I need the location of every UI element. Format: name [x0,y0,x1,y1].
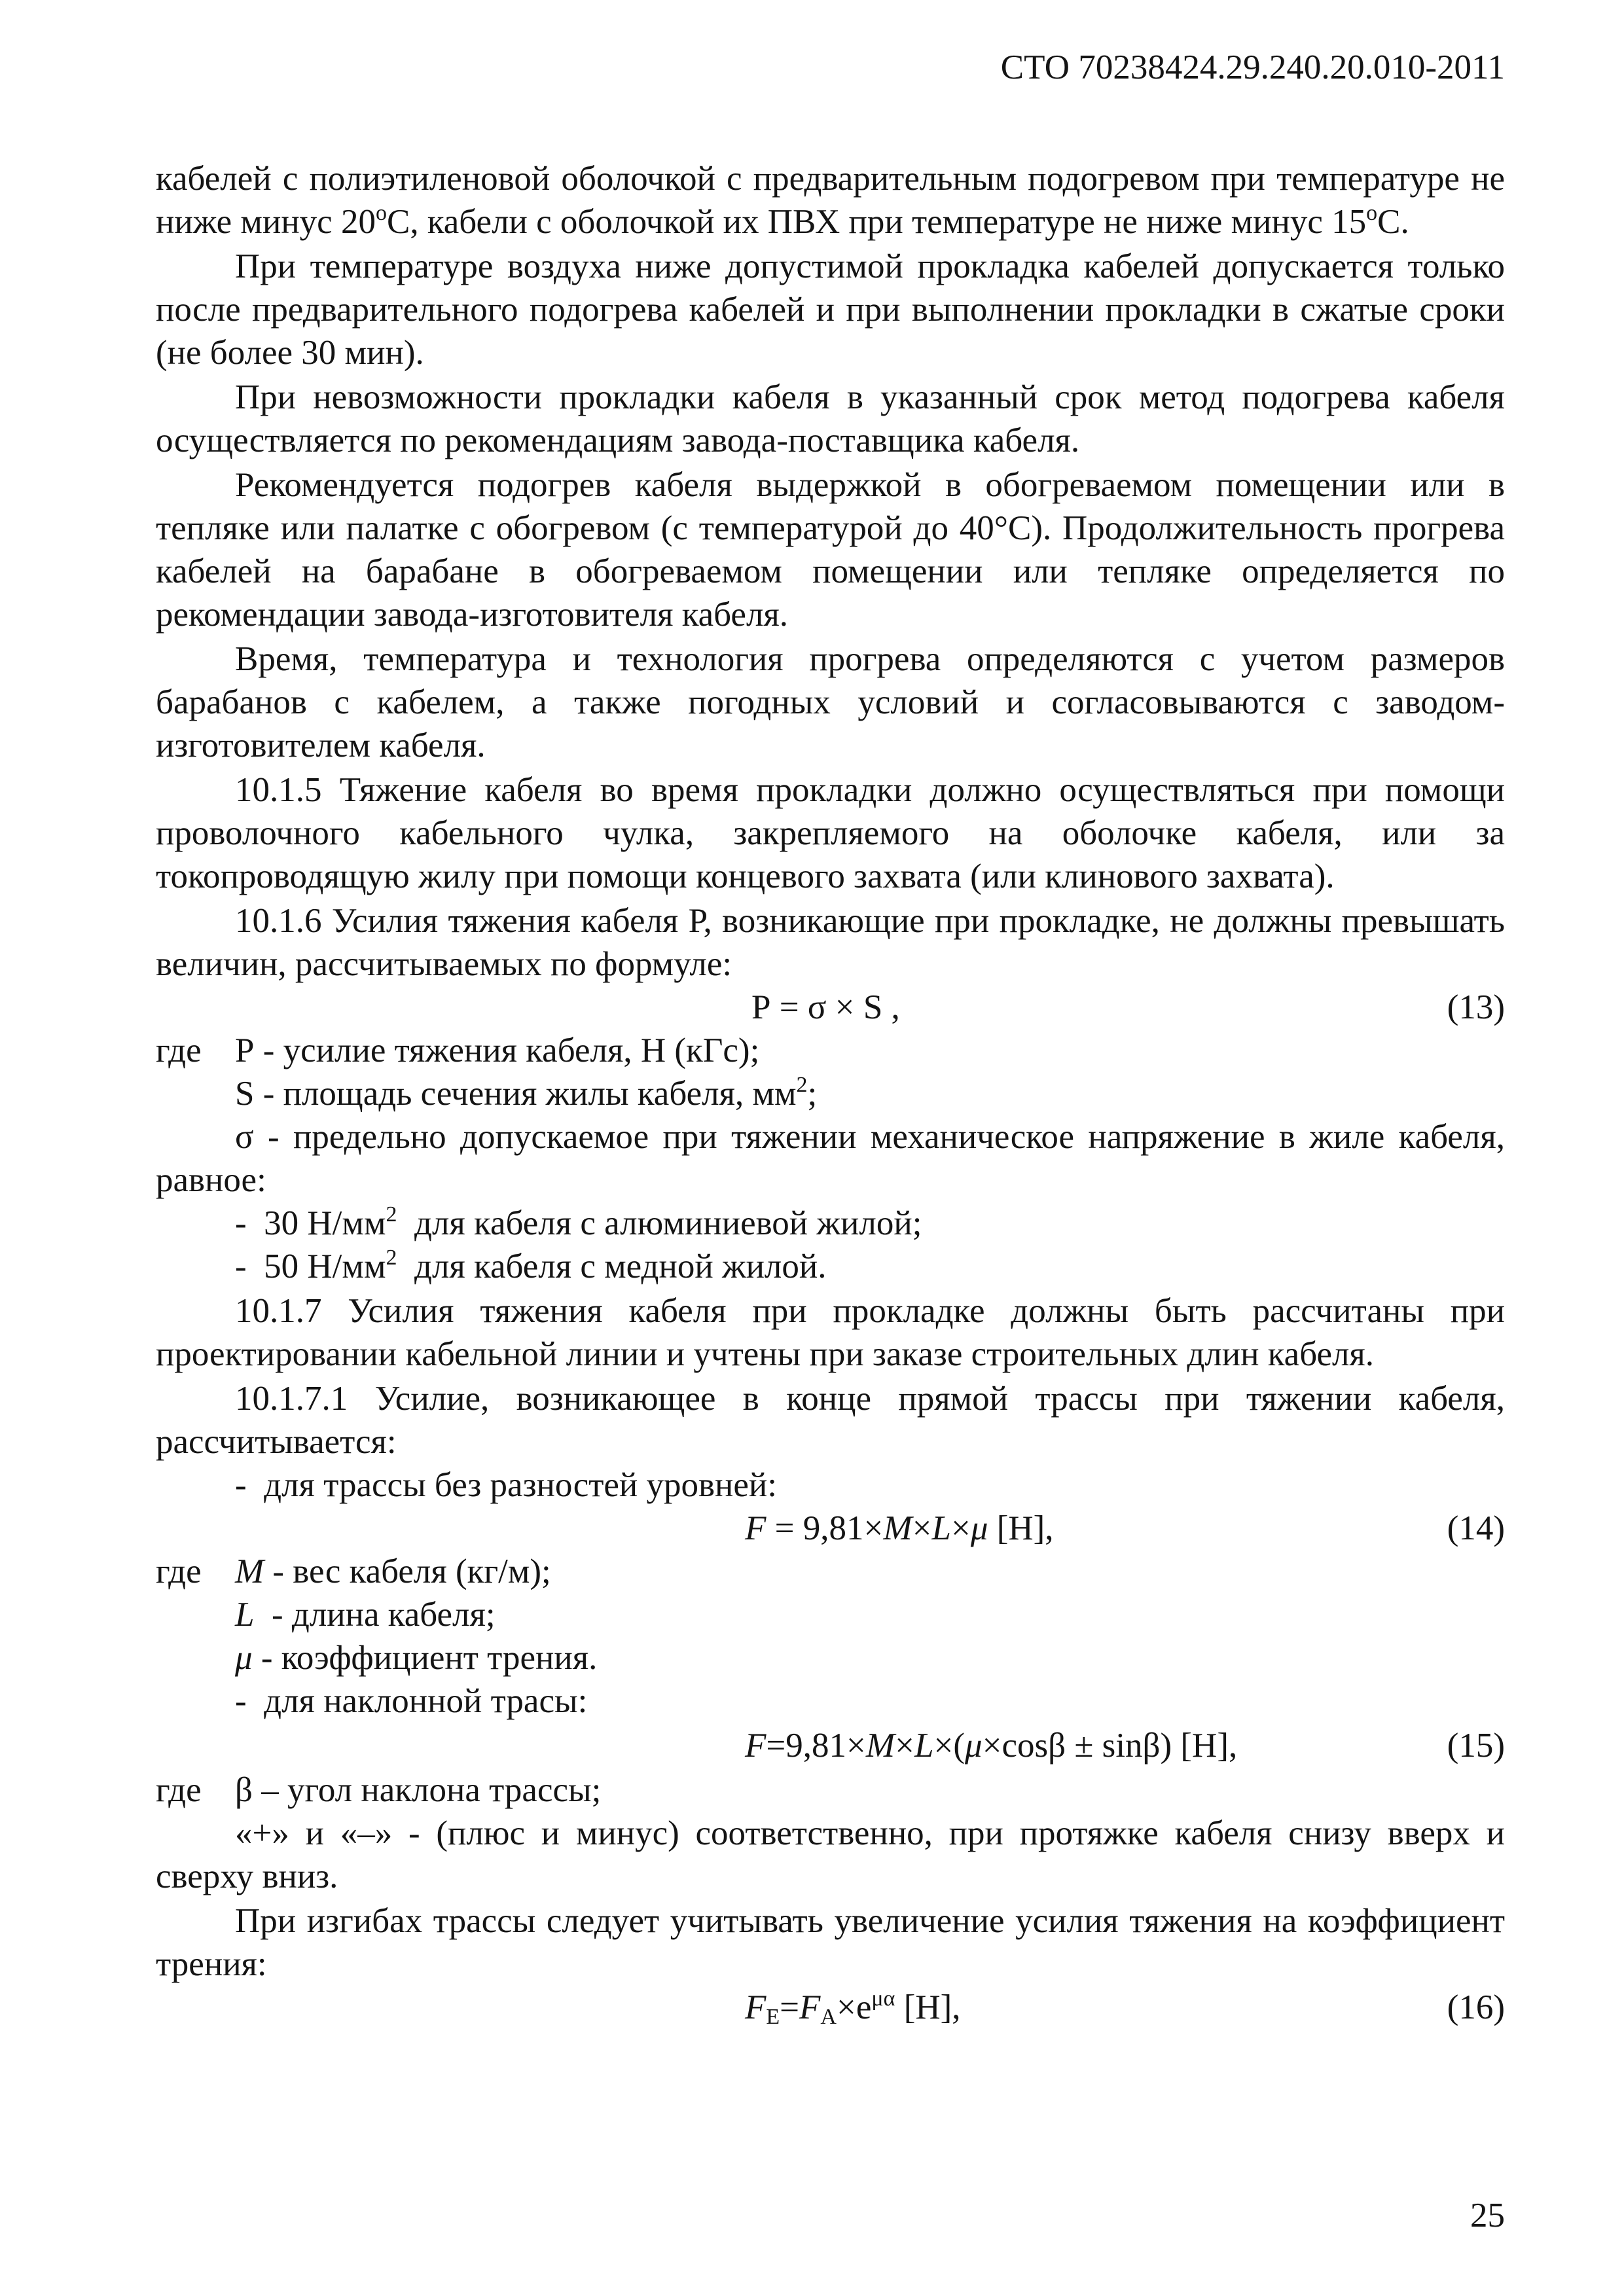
text: С, кабели с оболочкой их ПВХ при температуре не ниже минус 15 [386,203,1367,241]
definition-sign: «+» и «–» - (плюс и минус) соответственно, при протяжке кабеля снизу вверх и сверху вниз. [156,1814,1505,1895]
text: для кабеля с алюминиевой жилой; [397,1204,922,1242]
paragraph-heating-method: При невозможности прокладки кабеля в указанный срок метод подогрева кабеля осуществляется по рекомендациям завода-поставщика кабеля. [156,378,1505,459]
text: × [912,1509,932,1547]
text: - длина кабеля; [254,1596,496,1634]
list-item-aluminium [156,1202,1505,1245]
paragraph-bends: При изгибах трассы следует учитывать увеличение усилия тяжения на коэффициент трения: [156,1902,1505,1983]
subscript: E [766,2005,780,2029]
degree-mark: o [1366,201,1378,225]
text: ×( [933,1727,965,1765]
paragraph-cable-temperatures [156,157,1505,243]
formula-expression [745,1507,1054,1550]
paragraph-low-temperature: При температуре воздуха ниже допустимой прокладка кабелей допускается только после предварительного подогрева кабелей и при выполнении прокладки в сжатые сроки (не более 30 мин). [156,247,1505,372]
paragraph-heating-time: Время, температура и технология прогрева определяются с учетом размеров барабанов с кабелем, а также погодных условий и согласовываются с заводом-изготовителем кабеля. [156,640,1505,764]
degree-mark: o [375,201,387,225]
text: S - площадь сечения жилы кабеля, мм [235,1075,797,1113]
list-item-copper [156,1245,1505,1288]
text: для кабеля с медной жилой. [397,1247,827,1285]
text: ; [807,1075,818,1113]
formula-expression: Р = σ × S , [751,988,900,1026]
definition-friction [156,1636,1505,1679]
document-code: СТО 70238424.29.240.20.010-2011 [1000,48,1505,86]
formula-number: (13) [1447,988,1505,1026]
paragraph-heating-recommendation: Рекомендуется подогрев кабеля выдержкой в обогреваемом помещении или в тепляке или палатке с обогревом (с температурой до 40°С). Продолжительность прогрева кабелей на барабане в обогреваемом помещении или тепляке определяется по рекомендации завода-изготовителя кабеля. [156,466,1505,634]
text: кабелей с полиэтиленовой оболочкой с предварительным подогревом при температуре не ниже минус 20 [156,160,1505,241]
definition-text: Р - усилие тяжения кабеля, Н (кГс); [235,1031,760,1069]
superscript: μα [871,1986,895,2011]
list-item-straight-route: - для трассы без разностей уровней: [235,1466,778,1504]
superscript: 2 [386,1246,397,1270]
text: × [950,1509,971,1547]
definition-sigma: σ - предельно допускаемое при тяжении механическое напряжение в жиле кабеля, равное: [156,1118,1505,1199]
symbol: F [745,1727,767,1765]
text: ×e [836,1988,872,2026]
definition-text: β – угол наклона трассы; [235,1771,602,1809]
symbol: L [914,1727,934,1765]
symbol: F [745,1988,767,2026]
text: = [780,1988,800,2026]
text: - коэффициент трения. [252,1639,598,1677]
where-row [156,1768,1505,1812]
definition-text [235,1550,551,1593]
definition-area [156,1072,1505,1115]
formula-number: (16) [1447,1988,1505,2026]
paragraph-10-1-7: 10.1.7 Усилия тяжения кабеля при прокладке должны быть рассчитаны при проектировании кабельной линии и учтены при заказе строительных длин кабеля. [156,1292,1505,1373]
text: - вес кабеля (кг/м); [264,1552,551,1590]
text: × [895,1727,914,1765]
superscript: 2 [796,1073,808,1097]
paragraph-10-1-6: 10.1.6 Усилия тяжения кабеля Р, возникающие при прокладке, не должны превышать величин, рассчитываемых по формуле: [156,902,1505,983]
text: - 50 Н/мм [235,1247,386,1285]
formula-number: (15) [1447,1727,1505,1765]
symbol: M [883,1509,912,1547]
text: = 9,81× [766,1509,884,1547]
symbol: F [745,1509,767,1547]
formula-14 [156,1507,1505,1550]
where-label: где [156,1031,202,1069]
page-number: 25 [1470,2197,1505,2234]
text: С. [1377,203,1409,241]
where-label: где [156,1771,202,1809]
where-row [156,1029,1505,1072]
symbol: M [235,1552,264,1590]
symbol: L [931,1509,951,1547]
symbol: L [235,1596,255,1634]
text: =9,81× [766,1727,866,1765]
body-text [156,157,1505,2029]
superscript: 2 [386,1202,397,1227]
paragraph-10-1-5: 10.1.5 Тяжение кабеля во время прокладки должно осуществляться при помощи проволочного кабельного чулка, закрепляемого на оболочке кабеля, или за токопроводящую жилу при помощи концевого захвата (или клинового захвата). [156,771,1505,895]
subscript: A [820,2005,837,2029]
text: ×cosβ ± sinβ) [Н], [982,1727,1238,1765]
symbol: μ [235,1639,253,1677]
formula-15 [156,1724,1505,1767]
formula-expression [745,1724,1237,1767]
text: [Н], [895,1988,961,2026]
formula-expression [745,1986,961,2029]
where-label: где [156,1552,202,1590]
formula-16 [156,1986,1505,2029]
text: - 30 Н/мм [235,1204,386,1242]
formula-13 [156,986,1505,1029]
symbol: μ [964,1727,983,1765]
where-row [156,1550,1505,1593]
paragraph-10-1-7-1: 10.1.7.1 Усилие, возникающее в конце прямой трассы при тяжении кабеля, рассчитывается: [156,1380,1505,1461]
symbol: F [799,1988,821,2026]
definition-length [156,1593,1505,1636]
formula-number: (14) [1447,1509,1505,1547]
symbol: M [865,1727,895,1765]
symbol: μ [970,1509,988,1547]
text: [Н], [988,1509,1054,1547]
list-item-inclined-route: - для наклонной трасы: [235,1682,588,1720]
